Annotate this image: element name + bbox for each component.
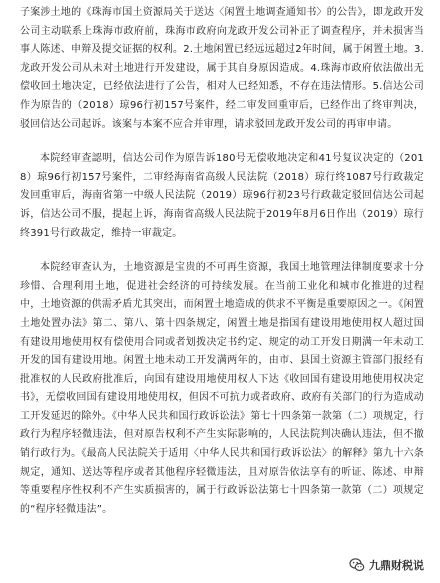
- watermark-text: 九鼎财税说: [369, 559, 424, 572]
- paragraph-facts-found: 本院经审查認明，信达公司作为原告诉180号无偿收地决定和41号复议决定的（2018）琼96行初157号案件，二审经海南省高级人民法院（2018）琼行终1087号行政裁定发回重审后，海南省第一中级人民法院（2019）琼96行初23号行政裁定驳回信达公司起诉，信达公司不服，提起上诉，海南省高级人民法院于2019年8月6日作出（2019）琼行终391号行政裁定，维持一审裁定。: [20, 153, 424, 239]
- wechat-icon: [349, 557, 365, 573]
- document-body: [20, 4, 424, 519]
- paragraph-court-reasoning: 本院经审查认为，土地资源是宝贵的不可再生资源，我国土地管理法律制度要求十分珍惜、合理利用土地，促进社会经济的可持续发展。在当前工业化和城市化推进的过程中，土地资源的供需矛盾尤其突出，而闲置土地造成的供求不平衡是重要原因之一。《闲置土地处置办法》第二、第八、第十四条规定，闲置土地是指国有建设用地使用权人超过国有建设用地使用权有偿使用合同或者划拨决定书约定、规定的动工开发日期满一年未动工开发的国有建设用地。闲置土地未动工开发满两年的，由市、县国土资源主管部门报经有批准权的人民政府批准后，向国有建设用地使用权人下达《收回国有建设用地使用权决定书》，无偿收回国有建设用地使用权，但因不可抗力或者政府、政府有关部门的行为造成动工开发延迟的除外。《中华人民共和国行政诉讼法》第七十四条第一款第（二）项规定，行政行为程序轻微违法，但对原告权利不产生实际影响的，人民法院判决确认违法，但不撤销行政行为。《最高人民法院关于适用〈中华人民共和国行政诉讼法〉的解释》第九十六条规定，通知、送达等程序或者其他程序轻微违法，且对原告依法享有的听证、陈述、申辩等重要程序性权利不产生实质损害的，属于行政诉讼法第七十四条第一款第（二）项规定的“程序轻微违法”。: [20, 262, 424, 515]
- watermark: [345, 555, 428, 575]
- paragraph-gap: [20, 243, 424, 259]
- paragraph-respondent-reply: 子案涉土地的《珠海市国土资源局关于送达〈闲置土地调查通知书〉的公告》，即龙政开发公司主动联系上珠海市政府前，珠海市政府向龙政开发公司补正了调查程序，并未损害当事人陈述、申辩及提交证据的权利。2.土地闲置已经远远超过2年时间，属于闲置土地。3.龙政开发公司从未对土地进行开发建设，属于其自身原因造成。4.珠海市政府依法做出无偿收回土地决定，已经依法进行了公告，相对人已经知悉，不存在违法情形。5.信达公司作为原告的（2018）琼96行初157号案件，经二审发回重审后，已经作出了终审判决，驳回信达公司起诉。该案与本案不应合并审理，请求驳回龙政开发公司的再审申请。: [20, 7, 424, 130]
- paragraph-gap: [20, 134, 424, 150]
